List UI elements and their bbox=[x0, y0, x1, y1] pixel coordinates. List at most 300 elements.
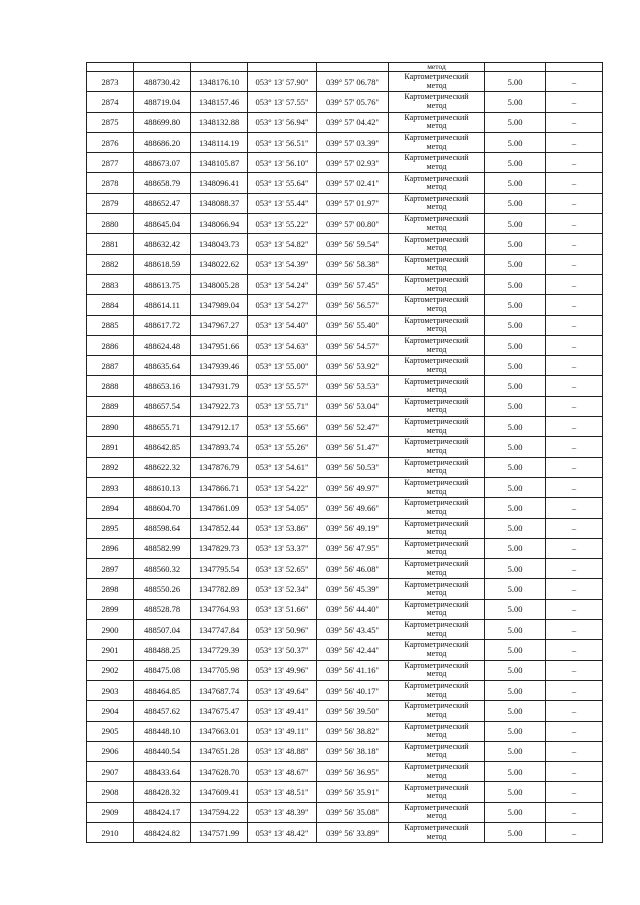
cell-latitude: 053° 13' 55.26" bbox=[248, 437, 317, 457]
cell-x-coordinate: 488642.85 bbox=[134, 437, 191, 457]
cell-longitude: 039° 56' 44.40" bbox=[317, 599, 389, 619]
cell-accuracy: 5.00 bbox=[485, 254, 546, 274]
cell-y-coordinate: 1347729.39 bbox=[191, 640, 248, 660]
cell-longitude: 039° 56' 36.95" bbox=[317, 762, 389, 782]
cell-method bbox=[389, 356, 485, 376]
method-line-1: Картометрический bbox=[404, 457, 469, 467]
cell-accuracy: 5.00 bbox=[485, 741, 546, 761]
cell-method bbox=[389, 538, 485, 558]
cell-y-coordinate: 1347876.79 bbox=[191, 457, 248, 477]
cell-accuracy: 5.00 bbox=[485, 660, 546, 680]
cell-method bbox=[389, 112, 485, 132]
cell-latitude: 053° 13' 50.96" bbox=[248, 620, 317, 640]
method-line-1: Картометрический bbox=[404, 72, 469, 82]
cell-y-coordinate: 1348005.28 bbox=[191, 274, 248, 294]
table-row bbox=[87, 477, 603, 497]
method-line-1: Картометрический bbox=[404, 701, 469, 711]
table-row bbox=[87, 721, 603, 741]
cell-method bbox=[389, 518, 485, 538]
table-row bbox=[87, 680, 603, 700]
cell-longitude: 039° 56' 49.19" bbox=[317, 518, 389, 538]
table-row bbox=[87, 457, 603, 477]
cell-point-number: 2908 bbox=[87, 782, 134, 802]
cell-latitude: 053° 13' 49.41" bbox=[248, 701, 317, 721]
cell-extra: – bbox=[546, 132, 603, 152]
cell-point-number: 2888 bbox=[87, 376, 134, 396]
method-line-1: Картометрический bbox=[404, 356, 469, 366]
cell-latitude: 053° 13' 51.66" bbox=[248, 599, 317, 619]
cell-point-number: 2874 bbox=[87, 92, 134, 112]
cell-x-coordinate: 488604.70 bbox=[134, 498, 191, 518]
cell-longitude: 039° 56' 35.91" bbox=[317, 782, 389, 802]
cell-latitude: 053° 13' 54.40" bbox=[248, 315, 317, 335]
cell-extra: – bbox=[546, 417, 603, 437]
cell-extra: – bbox=[546, 518, 603, 538]
cell-longitude: 039° 56' 57.45" bbox=[317, 274, 389, 294]
cell-method bbox=[389, 295, 485, 315]
cell-point-number: 2877 bbox=[87, 153, 134, 173]
cell-y-coordinate: 1347663.01 bbox=[191, 721, 248, 741]
method-line-1: Картометрический bbox=[404, 275, 469, 285]
cell-extra: – bbox=[546, 741, 603, 761]
cell-extra: – bbox=[546, 295, 603, 315]
method-line-1: Картометрический bbox=[404, 721, 469, 731]
cell-y-coordinate: 1348066.94 bbox=[191, 214, 248, 234]
table-row bbox=[87, 356, 603, 376]
cell-method bbox=[389, 254, 485, 274]
cell-accuracy: 5.00 bbox=[485, 356, 546, 376]
cell-empty bbox=[87, 63, 134, 72]
method-line-1: Картометрический bbox=[404, 234, 469, 244]
cell-accuracy: 5.00 bbox=[485, 173, 546, 193]
cell-latitude: 053° 13' 54.05" bbox=[248, 498, 317, 518]
method-line-1: Картометрический bbox=[404, 193, 469, 203]
cell-y-coordinate: 1347628.70 bbox=[191, 762, 248, 782]
cell-x-coordinate: 488424.82 bbox=[134, 822, 191, 842]
cell-extra: – bbox=[546, 822, 603, 842]
cell-y-coordinate: 1348157.46 bbox=[191, 92, 248, 112]
cell-extra: – bbox=[546, 173, 603, 193]
cell-empty bbox=[485, 63, 546, 72]
method-line-2: метод bbox=[426, 730, 447, 740]
cell-x-coordinate: 488658.79 bbox=[134, 173, 191, 193]
cell-latitude: 053° 13' 53.86" bbox=[248, 518, 317, 538]
cell-latitude: 053° 13' 56.94" bbox=[248, 112, 317, 132]
cell-x-coordinate: 488440.54 bbox=[134, 741, 191, 761]
cell-accuracy: 5.00 bbox=[485, 315, 546, 335]
cell-longitude: 039° 56' 53.04" bbox=[317, 396, 389, 416]
cell-x-coordinate: 488719.04 bbox=[134, 92, 191, 112]
cell-point-number: 2881 bbox=[87, 234, 134, 254]
cell-accuracy: 5.00 bbox=[485, 538, 546, 558]
cell-x-coordinate: 488730.42 bbox=[134, 72, 191, 92]
cell-longitude: 039° 56' 56.57" bbox=[317, 295, 389, 315]
table-row bbox=[87, 234, 603, 254]
cell-method bbox=[389, 782, 485, 802]
method-line-2: метод bbox=[426, 222, 447, 232]
cell-x-coordinate: 488475.08 bbox=[134, 660, 191, 680]
cell-accuracy: 5.00 bbox=[485, 417, 546, 437]
table-row bbox=[87, 437, 603, 457]
cell-extra: – bbox=[546, 193, 603, 213]
cell-latitude: 053° 13' 54.61" bbox=[248, 457, 317, 477]
cell-longitude: 039° 56' 50.53" bbox=[317, 457, 389, 477]
cell-accuracy: 5.00 bbox=[485, 193, 546, 213]
cell-point-number: 2904 bbox=[87, 701, 134, 721]
cell-y-coordinate: 1347747.84 bbox=[191, 620, 248, 640]
cell-point-number: 2879 bbox=[87, 193, 134, 213]
cell-point-number: 2886 bbox=[87, 335, 134, 355]
cell-y-coordinate: 1347571.99 bbox=[191, 822, 248, 842]
cell-point-number: 2880 bbox=[87, 214, 134, 234]
coordinates-table-body bbox=[87, 63, 603, 843]
cell-extra: – bbox=[546, 274, 603, 294]
cell-accuracy: 5.00 bbox=[485, 335, 546, 355]
cell-method bbox=[389, 822, 485, 842]
cell-longitude: 039° 57' 00.80" bbox=[317, 214, 389, 234]
table-row bbox=[87, 417, 603, 437]
cell-empty bbox=[317, 63, 389, 72]
cell-method bbox=[389, 498, 485, 518]
cell-accuracy: 5.00 bbox=[485, 214, 546, 234]
cell-y-coordinate: 1348096.41 bbox=[191, 173, 248, 193]
cell-accuracy: 5.00 bbox=[485, 396, 546, 416]
table-row bbox=[87, 620, 603, 640]
cell-longitude: 039° 56' 53.92" bbox=[317, 356, 389, 376]
method-line-2: метод bbox=[426, 324, 447, 334]
cell-method bbox=[389, 173, 485, 193]
cell-method bbox=[389, 660, 485, 680]
cell-extra: – bbox=[546, 437, 603, 457]
method-line-2: метод bbox=[426, 182, 447, 192]
cell-y-coordinate: 1347912.17 bbox=[191, 417, 248, 437]
cell-y-coordinate: 1347651.28 bbox=[191, 741, 248, 761]
cell-y-coordinate: 1347951.66 bbox=[191, 335, 248, 355]
cell-longitude: 039° 57' 03.39" bbox=[317, 132, 389, 152]
cell-point-number: 2882 bbox=[87, 254, 134, 274]
cell-longitude: 039° 57' 04.42" bbox=[317, 112, 389, 132]
cell-method bbox=[389, 559, 485, 579]
cell-method bbox=[389, 335, 485, 355]
table-row bbox=[87, 782, 603, 802]
cell-point-number: 2895 bbox=[87, 518, 134, 538]
method-line-1: Картометрический bbox=[404, 295, 469, 305]
cell-method bbox=[389, 640, 485, 660]
cell-y-coordinate: 1347829.73 bbox=[191, 538, 248, 558]
cell-accuracy: 5.00 bbox=[485, 498, 546, 518]
cell-y-coordinate: 1348022.62 bbox=[191, 254, 248, 274]
table-row bbox=[87, 254, 603, 274]
cell-x-coordinate: 488686.20 bbox=[134, 132, 191, 152]
method-line-2: метод bbox=[426, 709, 447, 719]
table-row bbox=[87, 660, 603, 680]
cell-latitude: 053° 13' 48.67" bbox=[248, 762, 317, 782]
cell-point-number: 2876 bbox=[87, 132, 134, 152]
method-line-2: метод bbox=[426, 689, 447, 699]
method-line-1: Картометрический bbox=[404, 437, 469, 447]
cell-latitude: 053° 13' 56.10" bbox=[248, 153, 317, 173]
cell-longitude: 039° 57' 02.41" bbox=[317, 173, 389, 193]
method-line-1: Картометрический bbox=[404, 782, 469, 792]
cell-y-coordinate: 1347594.22 bbox=[191, 802, 248, 822]
cell-longitude: 039° 56' 33.89" bbox=[317, 822, 389, 842]
cell-point-number: 2897 bbox=[87, 559, 134, 579]
method-line-2: метод bbox=[426, 344, 447, 354]
method-line-1: Картометрический bbox=[404, 579, 469, 589]
cell-longitude: 039° 56' 42.44" bbox=[317, 640, 389, 660]
cell-accuracy: 5.00 bbox=[485, 457, 546, 477]
table-row bbox=[87, 640, 603, 660]
cell-longitude: 039° 56' 35.08" bbox=[317, 802, 389, 822]
cell-x-coordinate: 488657.54 bbox=[134, 396, 191, 416]
cell-extra: – bbox=[546, 579, 603, 599]
cell-method bbox=[389, 741, 485, 761]
cell-latitude: 053° 13' 48.51" bbox=[248, 782, 317, 802]
cell-accuracy: 5.00 bbox=[485, 518, 546, 538]
cell-longitude: 039° 56' 49.97" bbox=[317, 477, 389, 497]
table-row bbox=[87, 518, 603, 538]
cell-x-coordinate: 488635.64 bbox=[134, 356, 191, 376]
method-line-1: Картометрический bbox=[404, 376, 469, 386]
cell-longitude: 039° 56' 43.45" bbox=[317, 620, 389, 640]
cell-accuracy: 5.00 bbox=[485, 721, 546, 741]
cell-latitude: 053° 13' 54.22" bbox=[248, 477, 317, 497]
table-row bbox=[87, 579, 603, 599]
cell-longitude: 039° 56' 40.17" bbox=[317, 680, 389, 700]
cell-latitude: 053° 13' 57.90" bbox=[248, 72, 317, 92]
cell-latitude: 053° 13' 53.37" bbox=[248, 538, 317, 558]
method-line-2: метод bbox=[426, 831, 447, 841]
cell-y-coordinate: 1347989.04 bbox=[191, 295, 248, 315]
cell-longitude: 039° 56' 55.40" bbox=[317, 315, 389, 335]
cell-y-coordinate: 1347939.46 bbox=[191, 356, 248, 376]
cell-y-coordinate: 1347675.47 bbox=[191, 701, 248, 721]
cell-point-number: 2905 bbox=[87, 721, 134, 741]
cell-x-coordinate: 488632.42 bbox=[134, 234, 191, 254]
method-line-2: метод bbox=[426, 385, 447, 395]
cell-accuracy: 5.00 bbox=[485, 153, 546, 173]
cell-extra: – bbox=[546, 498, 603, 518]
cell-y-coordinate: 1347931.79 bbox=[191, 376, 248, 396]
cell-point-number: 2883 bbox=[87, 274, 134, 294]
cell-accuracy: 5.00 bbox=[485, 72, 546, 92]
cell-latitude: 053° 13' 49.96" bbox=[248, 660, 317, 680]
cell-latitude: 053° 13' 55.66" bbox=[248, 417, 317, 437]
cell-x-coordinate: 488598.64 bbox=[134, 518, 191, 538]
cell-accuracy: 5.00 bbox=[485, 822, 546, 842]
method-line-1: Картометрический bbox=[404, 538, 469, 548]
table-row bbox=[87, 822, 603, 842]
cell-point-number: 2891 bbox=[87, 437, 134, 457]
cell-x-coordinate: 488624.48 bbox=[134, 335, 191, 355]
method-line-2: метод bbox=[426, 243, 447, 253]
cell-extra: – bbox=[546, 335, 603, 355]
cell-x-coordinate: 488613.75 bbox=[134, 274, 191, 294]
cell-longitude: 039° 56' 39.50" bbox=[317, 701, 389, 721]
table-row bbox=[87, 762, 603, 782]
method-line-2: метод bbox=[426, 425, 447, 435]
table-row bbox=[87, 295, 603, 315]
cell-longitude: 039° 56' 47.95" bbox=[317, 538, 389, 558]
cell-accuracy: 5.00 bbox=[485, 599, 546, 619]
continued-row bbox=[87, 63, 603, 72]
cell-latitude: 053° 13' 54.39" bbox=[248, 254, 317, 274]
cell-method bbox=[389, 579, 485, 599]
cell-accuracy: 5.00 bbox=[485, 234, 546, 254]
cell-latitude: 053° 13' 54.24" bbox=[248, 274, 317, 294]
cell-y-coordinate: 1347795.54 bbox=[191, 559, 248, 579]
cell-y-coordinate: 1347967.27 bbox=[191, 315, 248, 335]
method-line-2: метод bbox=[426, 121, 447, 131]
cell-accuracy: 5.00 bbox=[485, 680, 546, 700]
cell-method bbox=[389, 315, 485, 335]
cell-latitude: 053° 13' 50.37" bbox=[248, 640, 317, 660]
table-row bbox=[87, 214, 603, 234]
cell-y-coordinate: 1347764.93 bbox=[191, 599, 248, 619]
cell-x-coordinate: 488424.17 bbox=[134, 802, 191, 822]
cell-point-number: 2901 bbox=[87, 640, 134, 660]
cell-extra: – bbox=[546, 72, 603, 92]
cell-method bbox=[389, 92, 485, 112]
cell-accuracy: 5.00 bbox=[485, 802, 546, 822]
method-line-2: метод bbox=[426, 100, 447, 110]
cell-point-number: 2899 bbox=[87, 599, 134, 619]
method-line-2: метод bbox=[426, 669, 447, 679]
method-line-1: Картометрический bbox=[404, 802, 469, 812]
cell-x-coordinate: 488448.10 bbox=[134, 721, 191, 741]
cell-x-coordinate: 488622.32 bbox=[134, 457, 191, 477]
cell-latitude: 053° 13' 52.34" bbox=[248, 579, 317, 599]
cell-extra: – bbox=[546, 660, 603, 680]
method-line-2: метод bbox=[426, 283, 447, 293]
cell-extra: – bbox=[546, 153, 603, 173]
table-row bbox=[87, 335, 603, 355]
cell-accuracy: 5.00 bbox=[485, 762, 546, 782]
table-row bbox=[87, 802, 603, 822]
cell-longitude: 039° 56' 38.82" bbox=[317, 721, 389, 741]
method-line-2: метод bbox=[426, 588, 447, 598]
cell-accuracy: 5.00 bbox=[485, 640, 546, 660]
cell-extra: – bbox=[546, 701, 603, 721]
cell-accuracy: 5.00 bbox=[485, 477, 546, 497]
cell-method bbox=[389, 620, 485, 640]
table-row bbox=[87, 173, 603, 193]
table-row bbox=[87, 274, 603, 294]
table-row bbox=[87, 498, 603, 518]
table-row bbox=[87, 132, 603, 152]
cell-point-number: 2907 bbox=[87, 762, 134, 782]
cell-x-coordinate: 488614.11 bbox=[134, 295, 191, 315]
cell-method-tail: метод bbox=[389, 63, 485, 72]
cell-x-coordinate: 488428.32 bbox=[134, 782, 191, 802]
method-line-1: Картометрический bbox=[404, 599, 469, 609]
cell-extra: – bbox=[546, 599, 603, 619]
cell-latitude: 053° 13' 57.55" bbox=[248, 92, 317, 112]
cell-longitude: 039° 56' 59.54" bbox=[317, 234, 389, 254]
method-line-1: Картометрический bbox=[404, 254, 469, 264]
cell-accuracy: 5.00 bbox=[485, 559, 546, 579]
table-row bbox=[87, 599, 603, 619]
cell-x-coordinate: 488655.71 bbox=[134, 417, 191, 437]
cell-y-coordinate: 1348088.37 bbox=[191, 193, 248, 213]
cell-point-number: 2875 bbox=[87, 112, 134, 132]
cell-y-coordinate: 1347893.74 bbox=[191, 437, 248, 457]
cell-empty bbox=[546, 63, 603, 72]
table-row bbox=[87, 153, 603, 173]
cell-extra: – bbox=[546, 762, 603, 782]
cell-point-number: 2893 bbox=[87, 477, 134, 497]
method-line-2: метод bbox=[426, 811, 447, 821]
cell-x-coordinate: 488488.25 bbox=[134, 640, 191, 660]
cell-y-coordinate: 1347922.73 bbox=[191, 396, 248, 416]
cell-x-coordinate: 488673.07 bbox=[134, 153, 191, 173]
cell-point-number: 2887 bbox=[87, 356, 134, 376]
cell-latitude: 053° 13' 54.82" bbox=[248, 234, 317, 254]
method-line-2: метод bbox=[426, 770, 447, 780]
method-line-2: метод bbox=[426, 141, 447, 151]
cell-longitude: 039° 57' 02.93" bbox=[317, 153, 389, 173]
cell-latitude: 053° 13' 55.57" bbox=[248, 376, 317, 396]
cell-extra: – bbox=[546, 234, 603, 254]
method-line-2: метод bbox=[426, 506, 447, 516]
cell-point-number: 2900 bbox=[87, 620, 134, 640]
cell-method bbox=[389, 274, 485, 294]
cell-x-coordinate: 488618.59 bbox=[134, 254, 191, 274]
cell-latitude: 053° 13' 52.65" bbox=[248, 559, 317, 579]
cell-latitude: 053° 13' 55.64" bbox=[248, 173, 317, 193]
method-line-1: Картометрический bbox=[404, 620, 469, 630]
method-line-2: метод bbox=[426, 547, 447, 557]
cell-extra: – bbox=[546, 92, 603, 112]
cell-latitude: 053° 13' 48.42" bbox=[248, 822, 317, 842]
cell-method bbox=[389, 477, 485, 497]
cell-point-number: 2884 bbox=[87, 295, 134, 315]
cell-longitude: 039° 56' 58.38" bbox=[317, 254, 389, 274]
method-line-1: Картометрический bbox=[404, 681, 469, 691]
method-line-2: метод bbox=[426, 486, 447, 496]
cell-x-coordinate: 488699.80 bbox=[134, 112, 191, 132]
cell-y-coordinate: 1347852.44 bbox=[191, 518, 248, 538]
cell-y-coordinate: 1347609.41 bbox=[191, 782, 248, 802]
cell-extra: – bbox=[546, 620, 603, 640]
cell-method bbox=[389, 417, 485, 437]
method-line-1: Картометрический bbox=[404, 417, 469, 427]
cell-x-coordinate: 488507.04 bbox=[134, 620, 191, 640]
cell-accuracy: 5.00 bbox=[485, 112, 546, 132]
cell-latitude: 053° 13' 55.00" bbox=[248, 356, 317, 376]
cell-latitude: 053° 13' 54.27" bbox=[248, 295, 317, 315]
cell-accuracy: 5.00 bbox=[485, 437, 546, 457]
cell-longitude: 039° 56' 49.66" bbox=[317, 498, 389, 518]
method-line-1: Картометрический bbox=[404, 173, 469, 183]
cell-y-coordinate: 1348132.88 bbox=[191, 112, 248, 132]
cell-latitude: 053° 13' 49.64" bbox=[248, 680, 317, 700]
method-line-2: метод bbox=[426, 445, 447, 455]
cell-accuracy: 5.00 bbox=[485, 782, 546, 802]
cell-extra: – bbox=[546, 802, 603, 822]
cell-latitude: 053° 13' 48.88" bbox=[248, 741, 317, 761]
method-line-2: метод bbox=[426, 202, 447, 212]
method-line-1: Картометрический bbox=[404, 214, 469, 224]
table-row bbox=[87, 92, 603, 112]
cell-point-number: 2892 bbox=[87, 457, 134, 477]
cell-longitude: 039° 57' 06.78" bbox=[317, 72, 389, 92]
cell-x-coordinate: 488528.78 bbox=[134, 599, 191, 619]
table-row bbox=[87, 193, 603, 213]
cell-method bbox=[389, 762, 485, 782]
table-row bbox=[87, 72, 603, 92]
table-row bbox=[87, 376, 603, 396]
